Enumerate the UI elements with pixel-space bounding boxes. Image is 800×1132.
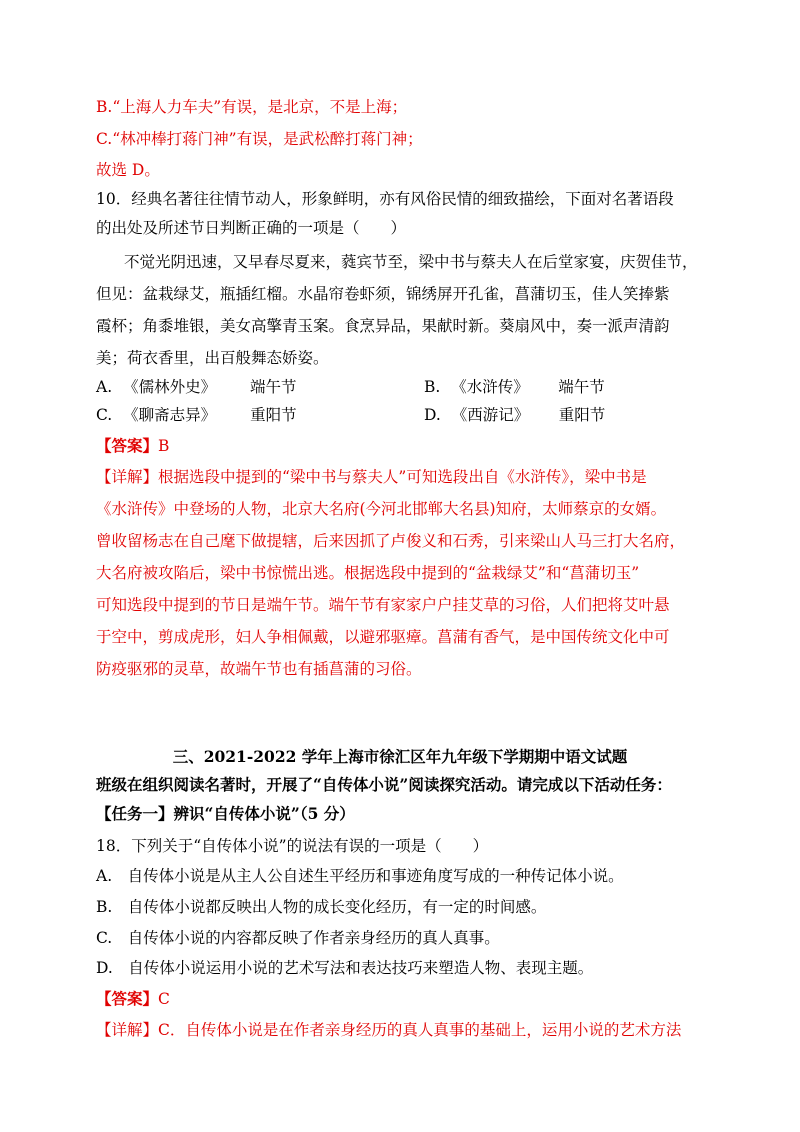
answer-choice-d: 故选 D。 [96,161,160,179]
q18-option-c: C. 自传体小说的内容都反映了作者亲身经历的真人真事。 [96,929,500,947]
answer-label: 【答案】 [96,436,159,455]
answer-value: C [158,990,170,1008]
option-letter: D. [424,406,441,424]
q10-passage-line2: 但见：盆栽绿艾，瓶插红榴。水晶帘卷虾须，锦绣屏开孔雀，菖蒲切玉，佳人笑捧紫 [96,285,670,303]
option-letter: A. [96,378,113,396]
q10-detail-line3: 曾收留杨志在自己麾下做提辖，后来因抓了卢俊义和石秀，引来梁山人马三打大名府， [96,532,686,550]
q18-option-d: D. 自传体小说运用小说的艺术写法和表达技巧来塑造人物、表现主题。 [96,959,594,977]
option-letter: B. [424,378,441,396]
q10-answer [96,436,169,456]
answer-label: 【答案】 [96,989,159,1008]
option-festival: 端午节 [250,378,297,396]
option-letter: C. [96,406,113,424]
option-work: 《儒林外史》 [123,378,217,396]
q18-detail-line1: 【详解】C．自传体小说是在作者亲身经历的真人真事的基础上，运用小说的艺术方法 [96,1021,682,1039]
q18-option-a: A. 自传体小说是从主人公自述生平经历和事迹角度写成的一种传记体小说。 [96,867,624,885]
q10-passage-line3: 霞杯；角黍堆银，美女高擎青玉案。食烹异品，果献时新。葵扇风中，奏一派声清韵 [96,317,670,335]
q10-option-b [424,377,605,397]
section-title: 三、2021-2022 学年上海市徐汇区年九年级下学期期中语文试题 [172,747,628,766]
option-work: 《聊斋志异》 [123,406,217,424]
answer-value: B [158,437,170,455]
q10-passage-line1: 不觉光阴迅速，又早春尽夏来，蕤宾节至，梁中书与蔡夫人在后堂家宴，庆贺佳节， [124,253,698,271]
q10-stem-line2: 的出处及所述节日判断正确的一项是（ ） [96,219,407,237]
q10-detail-line6: 于空中，剪成虎形，妇人争相佩戴，以避邪驱瘴。菖蒲有香气，是中国传统文化中可 [96,628,670,646]
q10-option-d [424,405,605,425]
section-intro: 班级在组织阅读名著时，开展了“自传体小说”阅读探究活动。请完成以下活动任务： [96,775,672,794]
q10-option-c [96,405,297,425]
answer-explanation-b: B.“上海人力车夫”有误，是北京，不是上海； [96,98,408,116]
q18-stem: 18．下列关于“自传体小说”的说法有误的一项是（ ） [96,837,489,855]
answer-explanation-c: C.“林冲棒打蒋门神”有误，是武松醉打蒋门神； [96,130,423,148]
q10-option-a [96,377,297,397]
task1-heading: 【任务一】辨识“自传体小说”（5 分） [96,804,355,823]
q10-detail-line5: 可知选段中提到的节日是端午节。端午节有家家户户挂艾草的习俗，人们把将艾叶悬 [96,596,670,614]
q10-passage-line4: 美；荷衣香里，出百般舞态娇姿。 [96,349,329,367]
q10-stem-line1: 10．经典名著往往情节动人，形象鲜明，亦有风俗民情的细致描绘，下面对名著语段 [96,190,674,208]
q18-option-b: B. 自传体小说都反映出人物的成长变化经历，有一定的时间感。 [96,898,547,916]
option-work: 《水浒传》 [451,378,529,396]
q10-detail-line1: 【详解】根据选段中提到的“梁中书与蔡夫人”可知选段出自《水浒传》，梁中书是 [96,468,647,486]
option-festival: 重阳节 [250,406,297,424]
option-festival: 端午节 [558,378,605,396]
option-work: 《西游记》 [451,406,530,424]
q10-detail-line4: 大名府被攻陷后，梁中书惊慌出逃。根据选段中提到的“盆栽绿艾”和“菖蒲切玉” [96,564,640,582]
q10-detail-line7: 防疫驱邪的灵草，故端午节也有插菖蒲的习俗。 [96,660,422,678]
q18-answer [96,989,170,1009]
q10-detail-line2: 《水浒传》中登场的人物，北京大名府(今河北邯郸大名县)知府，太师蔡京的女婿。 [96,500,667,518]
option-festival: 重阳节 [558,406,606,424]
